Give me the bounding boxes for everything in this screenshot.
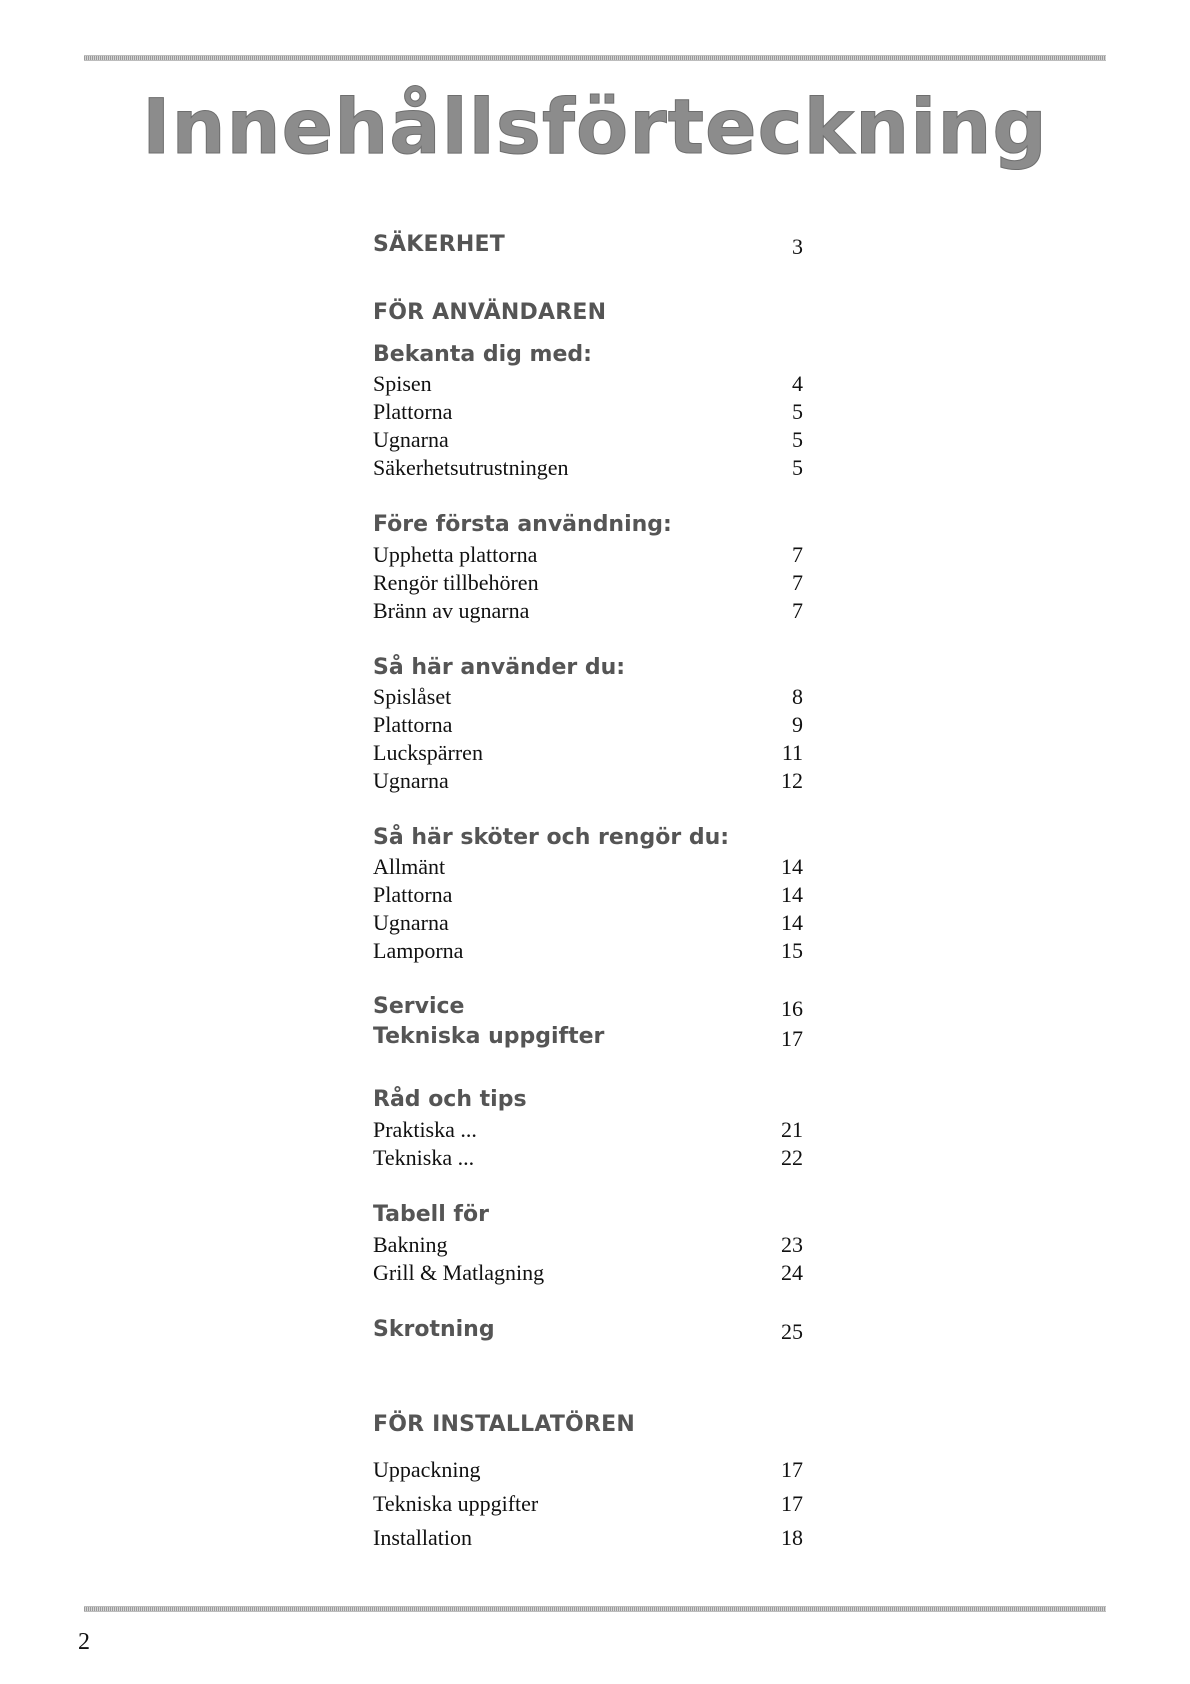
page-title: Innehållsförteckning bbox=[142, 82, 1048, 171]
toc-heading-service: Service bbox=[373, 994, 465, 1019]
toc-item: Upphetta plattorna bbox=[373, 542, 538, 567]
toc-page: 24 bbox=[781, 1260, 803, 1285]
toc-heading-sakerhet: SÄKERHET bbox=[373, 232, 505, 257]
toc-heading-fore: Före första användning: bbox=[373, 512, 672, 537]
toc-heading-skrotning: Skrotning bbox=[373, 1317, 495, 1342]
toc-item: Rengör tillbehören bbox=[373, 570, 539, 595]
toc-item: Allmänt bbox=[373, 854, 446, 879]
toc-page: 7 bbox=[792, 570, 803, 595]
toc-heading-tekniska: Tekniska uppgifter bbox=[373, 1024, 605, 1049]
toc-page: 18 bbox=[781, 1525, 803, 1550]
toc-page: 17 bbox=[781, 1491, 803, 1516]
toc-item: Säkerhetsutrustningen bbox=[373, 455, 569, 480]
toc-heading-tabell: Tabell för bbox=[373, 1202, 489, 1227]
toc-item: Lamporna bbox=[373, 938, 464, 963]
page-number: 2 bbox=[78, 1629, 90, 1655]
toc-page: 5 bbox=[792, 427, 803, 452]
toc-page: 7 bbox=[792, 598, 803, 623]
toc-page: 22 bbox=[781, 1145, 803, 1170]
toc-page: 9 bbox=[792, 712, 803, 737]
toc-item: Spislåset bbox=[373, 684, 452, 709]
toc-item: Bakning bbox=[373, 1232, 448, 1257]
toc-page: 5 bbox=[792, 455, 803, 480]
toc-page: 11 bbox=[781, 740, 803, 765]
toc-page-sakerhet: 3 bbox=[792, 234, 803, 259]
toc-item: Tekniska uppgifter bbox=[373, 1491, 539, 1516]
toc-page: 17 bbox=[781, 1457, 803, 1482]
toc-page: 14 bbox=[781, 882, 803, 907]
toc-item: Luckspärren bbox=[373, 740, 483, 765]
toc-page: 12 bbox=[781, 768, 803, 793]
toc-item: Praktiska ... bbox=[373, 1117, 477, 1142]
toc-page: 23 bbox=[781, 1232, 803, 1257]
top-rule bbox=[84, 55, 1106, 61]
toc-page-tekniska: 17 bbox=[781, 1026, 803, 1051]
toc-page: 14 bbox=[781, 910, 803, 935]
toc-page: 8 bbox=[792, 684, 803, 709]
toc-item: Installation bbox=[373, 1525, 472, 1550]
toc-item: Plattorna bbox=[373, 882, 453, 907]
toc-page-skrotning: 25 bbox=[781, 1319, 803, 1344]
toc-item: Plattorna bbox=[373, 399, 453, 424]
toc-page: 21 bbox=[781, 1117, 803, 1142]
toc-item: Ugnarna bbox=[373, 910, 449, 935]
toc-item: Plattorna bbox=[373, 712, 453, 737]
section-for-anvandaren: FÖR ANVÄNDAREN bbox=[373, 300, 607, 325]
toc-item: Spisen bbox=[373, 371, 432, 396]
toc-page: 15 bbox=[781, 938, 803, 963]
toc-item: Ugnarna bbox=[373, 768, 449, 793]
bottom-rule bbox=[84, 1606, 1106, 1612]
toc-page: 4 bbox=[792, 371, 803, 396]
toc-page: 14 bbox=[781, 854, 803, 879]
toc-item: Bränn av ugnarna bbox=[373, 598, 530, 623]
toc-item: Ugnarna bbox=[373, 427, 449, 452]
toc-heading-rad: Råd och tips bbox=[373, 1087, 527, 1112]
section-for-installatoren: FÖR INSTALLATÖREN bbox=[373, 1412, 635, 1437]
toc-item: Tekniska ... bbox=[373, 1145, 475, 1170]
toc-item: Uppackning bbox=[373, 1457, 481, 1482]
toc-heading-bekanta: Bekanta dig med: bbox=[373, 342, 592, 367]
toc-item: Grill & Matlagning bbox=[373, 1260, 545, 1285]
toc-page-service: 16 bbox=[781, 996, 803, 1021]
toc-heading-skoter: Så här sköter och rengör du: bbox=[373, 825, 730, 850]
toc-heading-anvander: Så här använder du: bbox=[373, 655, 626, 680]
toc-page: 7 bbox=[792, 542, 803, 567]
toc-page: 5 bbox=[792, 399, 803, 424]
